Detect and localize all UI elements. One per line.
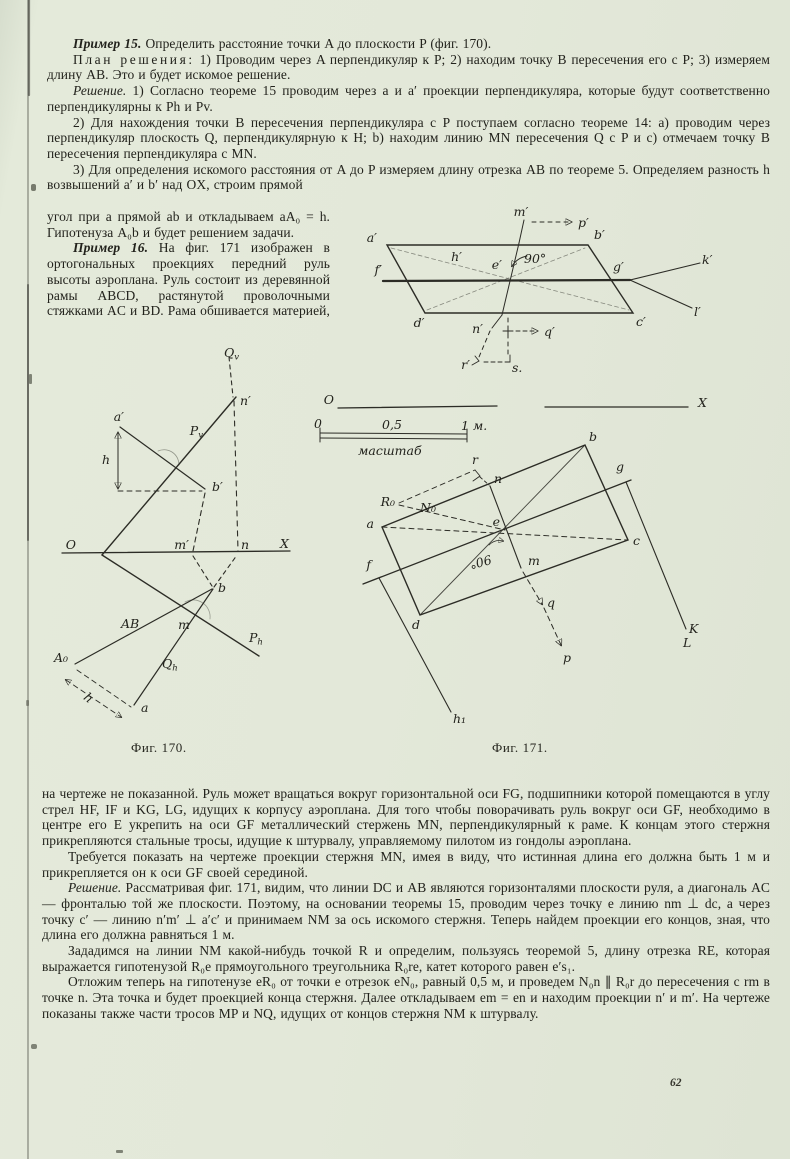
fig171-label-m-prime: m′	[513, 204, 529, 219]
top-text-block	[47, 36, 770, 193]
paragraph-body: на чертеже не показанной. Руль может вращаться вокруг горизонтальной оси FG, подшипники которой помещаются в углу стрел HF, IF и KG, LG, идущих к корпусу аэроплана. Для того чтобы поворачивать руль вокруг оси GF, необходимо в центре его E укрепить на оси GF металлический стержень MN, перпендикулярный к раме. К концам этого стержня прикрепляются стальные тросы, идущие к штурвалу, управляемому пилотом из гондолы аэроплана.	[42, 786, 770, 849]
fig170-label-x: X	[280, 536, 289, 551]
fig170-label-n-prime: n′	[240, 393, 251, 408]
fig170-label-pv: $P_v$	[189, 423, 203, 441]
figure-171-front-view	[367, 204, 713, 375]
paragraph	[47, 36, 770, 52]
scale-half-label: 0,5	[382, 417, 402, 432]
fig171-label-f: f	[366, 557, 371, 572]
fig171-label-b-prime: b′	[594, 227, 605, 242]
fig171-label-e-prime: e′	[491, 257, 502, 272]
paragraph-lead: Пример 16.	[73, 240, 149, 256]
fig171-label-r0: R₀	[380, 494, 395, 509]
figure-171-axis-and-scale	[314, 392, 708, 458]
paragraph-lead: План решения:	[73, 51, 195, 67]
figure-171-caption: Фиг. 171.	[492, 740, 548, 755]
paragraph-body: Требуется показать на чертеже проекции стержня MN, имея в виду, что истинная длина его должна быть 1 м и прикрепляется он к оси GF своей серединой.	[42, 848, 770, 880]
fig170-label-a-prime: a′	[113, 409, 124, 424]
fig171-label-b: b	[589, 429, 598, 444]
fig171-label-n0: N₀	[420, 500, 436, 515]
paragraph-lead: Решение.	[73, 83, 127, 99]
fig171-label-k-prime: k′	[702, 252, 713, 267]
fig170-label-b: b	[218, 580, 227, 595]
fig171-label-n: n	[494, 471, 503, 486]
fig171-label-a: a	[366, 516, 374, 531]
fig171-label-k: K	[689, 621, 699, 636]
fig171-label-n-prime: n′	[472, 321, 483, 336]
fig171-label-p: p	[563, 650, 572, 665]
fig171-label-h-prime: h′	[451, 249, 462, 264]
paragraph	[47, 115, 770, 162]
fig170-label-h-bottom: h	[80, 689, 97, 706]
side-text-block	[47, 209, 330, 319]
fig170-label-qh: $Q_h$	[162, 656, 178, 674]
paragraph-body: 1) Согласно теореме 15 проводим через a и a′ проекции перпендикуляра, которые будут соответственно перпендикулярны к Ph и Pv.	[47, 83, 770, 114]
fig171-label-90deg-horizontal: 90°	[467, 552, 494, 573]
fig171-label-d: d	[411, 617, 421, 632]
paragraph-body: угол при a прямой ab и откладываем aA₀ = h. Гипотенуза A₀b и будет решением задачи.	[47, 209, 330, 240]
fig170-label-n: n	[241, 537, 250, 552]
paragraph	[47, 52, 770, 83]
paragraph-lead: Пример 15.	[73, 36, 142, 51]
fig171-label-q: q	[547, 595, 556, 610]
paragraph-lead: Решение.	[68, 880, 122, 896]
paragraph-body: 3) Для определения искомого расстояния от A до P измеряем длину отрезка AB по теореме 5. Определяем разность h возвышений a′ и b′ над OX, строим прямой	[47, 161, 770, 193]
scale-one-meter-label: 1 м.	[461, 418, 488, 433]
fig170-label-ph: $P_h$	[249, 630, 263, 648]
fig170-label-o: O	[65, 537, 76, 552]
scale-zero-label: 0	[314, 416, 322, 431]
figure-171-horizontal-view	[363, 429, 699, 726]
fig170-label-m: m	[178, 617, 190, 632]
fig171-label-l: L	[683, 635, 692, 650]
fig171-label-g: g	[616, 459, 625, 474]
fig170-label-ab: AB	[121, 616, 140, 631]
fig171-label-r-prime: r′	[461, 357, 470, 372]
fig171-label-e: e	[492, 514, 500, 529]
paragraph-body: Отложим теперь на гипотенузе eR₀ от точки e отрезок eN₀, равный 0,5 м, и проведем N₀n ∥ R₀r до пересечения с rm в точке n. Эта точка и будет проекцией конца стержня. Далее откладываем em = en и находим проекции n′ и m′. На чертеже показаны также части тросов MP и NQ, идущих от концов стержня NM к штурвалу.	[42, 974, 770, 1021]
figure-170-caption: Фиг. 170.	[131, 740, 187, 755]
fig170-label-m-prime: m′	[174, 537, 189, 552]
paragraph	[47, 83, 770, 114]
fig170-label-b-prime: b′	[212, 479, 223, 494]
fig170-label-a0: A₀	[54, 650, 69, 665]
fig171-label-x: X	[698, 395, 707, 410]
fig171-label-o: O	[323, 392, 334, 407]
fig170-label-qv: $Q_v$	[224, 345, 240, 363]
paragraph	[47, 240, 330, 319]
paragraph	[42, 880, 770, 943]
paragraph	[42, 849, 770, 880]
fig170-label-h-top: h	[101, 452, 110, 467]
paragraph	[42, 943, 770, 974]
paragraph	[47, 162, 770, 193]
fig171-label-d-prime: d′	[413, 315, 425, 330]
fig171-label-h1: h₁	[453, 711, 467, 726]
figure-170-drawing	[53, 345, 290, 717]
bottom-text-block	[42, 786, 770, 1022]
fig171-label-q-prime: q′	[544, 324, 555, 339]
scale-caption: масштаб	[358, 443, 422, 458]
page-number: 62	[670, 1077, 682, 1089]
paragraph	[47, 209, 330, 240]
fig171-label-m: m	[528, 553, 540, 568]
paragraph	[42, 974, 770, 1021]
paragraph-body: Рассматривая фиг. 171, видим, что линии DC и AB являются горизонталями плоскости руля, а диагональ AC — фронталью той же плоскости. Поэтому, на основании теоремы 15, проводим через точку e линию nm ⊥ dc, а через точку c′ — линию n′m′ ⊥ a′c′ и принимаем NM за ось искомого стержня. Теперь найдем проекции его концов, зная, что длина его должна равняться 1 м.	[42, 880, 770, 943]
paragraph	[42, 786, 770, 849]
fig171-label-f-prime: f′	[374, 262, 382, 277]
fig171-label-90deg-front: 90°	[524, 251, 547, 266]
fig171-label-a-prime: a′	[366, 230, 377, 245]
fig171-label-r: r	[472, 452, 478, 467]
paragraph-body: На фиг. 171 изображен в ортогональных проекциях передний руль высоты аэроплана. Руль состоит из деревянной рамы ABCD, растянутой проволочными стяжками AC и BD. Рама обшивается материей,	[47, 240, 330, 319]
paragraph-body: Зададимся на линии NM какой-нибудь точкой R и определим, пользуясь теоремой 5, длину отрезка RE, которая выражается гипотенузой R₀e прямоугольного треугольника R₀re, катет которого равен e′s₁.	[42, 943, 770, 974]
fig171-label-g-prime: g′	[613, 259, 624, 274]
fig171-label-p-prime: p′	[578, 215, 589, 230]
fig171-label-s: s.	[512, 360, 523, 375]
fig171-label-l-prime: l′	[694, 304, 701, 319]
paragraph-body: 2) Для нахождения точки B пересечения перпендикуляра с P поступаем согласно теореме 14: а) проводим через перпендикуляр плоскость Q, перпендикулярную к H; b) находим линию MN пересечения Q с P и c) отмечаем точку B пересечения перпендикуляра с MN.	[47, 114, 770, 161]
paragraph-body: Определить расстояние точки A до плоскости P (фиг. 170).	[141, 36, 492, 51]
paragraph-body: 1) Проводим через A перпендикуляр к P; 2) находим точку B пересечения его с P; 3) измеряем длину AB. Это и будет искомое решение.	[47, 51, 770, 83]
fig170-label-a: a	[141, 700, 149, 715]
fig171-label-c-prime: c′	[636, 314, 646, 329]
fig171-label-c: c	[633, 533, 641, 548]
